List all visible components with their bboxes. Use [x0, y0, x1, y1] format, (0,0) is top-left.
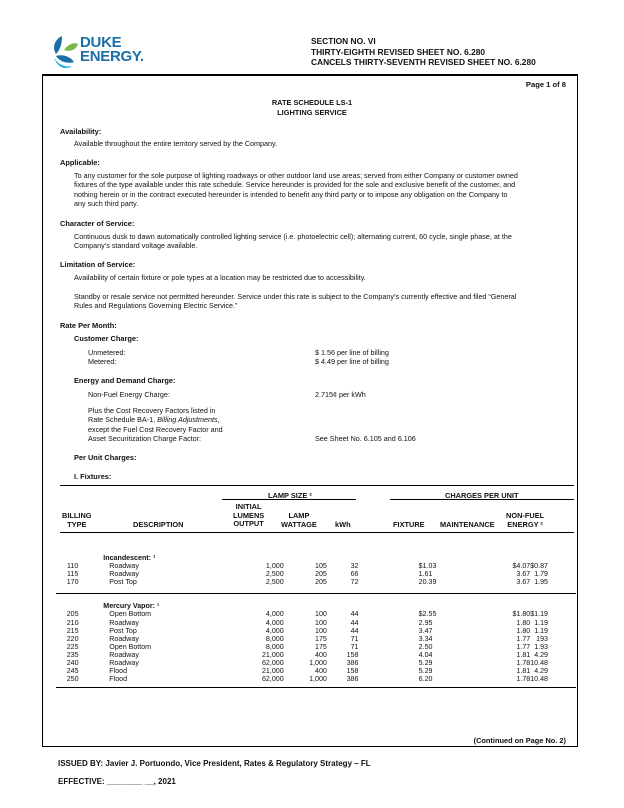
cell-fixture: 5.29	[418, 667, 433, 676]
page-title: RATE SCHEDULE LS-1 LIGHTING SERVICE	[271, 98, 353, 117]
cell-spacer	[358, 643, 412, 651]
cell-wattage: 205	[315, 578, 327, 587]
table-row	[56, 651, 576, 659]
cell-billing-type: 240	[66, 659, 79, 668]
group-spacer	[56, 544, 576, 554]
cell-nonfuel-energy: 1.93	[534, 642, 548, 651]
cell-billing-type: 115	[66, 570, 79, 579]
cost-recovery-value: See Sheet No. 6.105 and 6.106	[315, 434, 416, 443]
col-nonfuel-energy: NON-FUEL ENERGY ²	[506, 511, 545, 529]
cell-kwh: 66	[350, 570, 359, 579]
cell-fixture: 3.47	[418, 626, 433, 635]
cell-spacer	[358, 570, 412, 578]
cell-kwh: 158	[346, 667, 359, 676]
table-row	[56, 667, 576, 675]
group-heading: Mercury Vapor: ¹	[103, 602, 160, 611]
effective-date: EFFECTIVE: ________ __, 2021	[58, 777, 176, 786]
cell-lumens: 62,000	[261, 675, 284, 684]
group-heading-row	[56, 602, 576, 610]
per-unit-heading: Per Unit Charges:	[74, 453, 137, 462]
limitation-heading: Limitation of Service:	[60, 260, 136, 269]
cell-description: Flood	[109, 675, 128, 684]
group-heading: Incandescent: ¹	[103, 554, 156, 562]
table-header-rule	[60, 532, 574, 533]
cell-nonfuel-energy: 1.19	[534, 618, 548, 627]
col-billing-type: BILLING TYPE	[62, 511, 92, 529]
fixtures-heading: I. Fixtures:	[74, 472, 112, 481]
col-maintenance: MAINTENANCE	[440, 520, 495, 529]
cell-fixture: 5.29	[418, 659, 433, 668]
table-row	[56, 619, 576, 627]
cell-nonfuel-energy: 1.95	[534, 578, 548, 587]
table-row	[56, 659, 576, 667]
limitation-text-2: Standby or resale service not permitted hereunder. Service under this rate is subject to the Company’s currently effective and filed “General Rules and Regulations Governing Electric Service.”	[74, 292, 517, 311]
cell-kwh: 44	[350, 626, 359, 635]
group-spacer	[56, 594, 576, 603]
cell-lumens: 62,000	[261, 659, 284, 668]
cell-billing-type: 225	[66, 642, 79, 651]
character-text: Continuous dusk to dawn automatically controlled lighting service (i.e. photoelectric cell); alternating current, 60 cycle, single phase, at the Company’s standard voltage available.	[74, 232, 512, 251]
lamp-size-rule	[222, 499, 356, 500]
table-row	[56, 627, 576, 635]
cell-billing-type: 110	[66, 562, 79, 571]
cell-wattage: 1,000	[309, 659, 327, 668]
cell-maintenance: 1.77	[516, 634, 531, 643]
nonfuel-value: 2.715¢ per kWh	[315, 390, 366, 399]
col-kwh: kWh	[335, 520, 351, 529]
cell-wattage: 175	[315, 634, 327, 643]
cell-fixture: 3.34	[418, 634, 433, 643]
cell-lumens: 2,500	[265, 570, 284, 579]
customer-charge-heading: Customer Charge:	[74, 334, 139, 343]
cell-billing-type: 235	[66, 650, 79, 659]
cell-wattage: 105	[315, 562, 327, 571]
cell-spacer	[358, 619, 412, 627]
cell-kwh: 386	[346, 675, 359, 684]
cell-description: Open Bottom	[109, 642, 152, 651]
cell-description: Post Top	[109, 578, 137, 587]
cell-nonfuel-energy: 1.19	[534, 626, 548, 635]
cell-kwh: 32	[350, 562, 359, 571]
cell-maintenance: 1.77	[516, 642, 531, 651]
table-row	[56, 675, 576, 683]
table-row	[56, 643, 576, 651]
cell-billing-type: 245	[66, 667, 79, 676]
col-initial-lumens: INITIAL LUMENS OUTPUT	[233, 502, 265, 528]
cell-fixture: $1.03	[418, 562, 437, 571]
cell-billing-type: 210	[66, 618, 79, 627]
table-end-spacer	[56, 683, 576, 688]
cell-fixture: 6.20	[418, 675, 433, 684]
cell-spacer	[358, 578, 412, 586]
cell-billing-type: 220	[66, 634, 79, 643]
unmetered-label: Unmetered:	[88, 348, 126, 357]
availability-text: Available throughout the entire territory served by the Company.	[74, 139, 278, 148]
cell-kwh: 71	[350, 634, 359, 643]
cell-wattage: 100	[315, 626, 327, 635]
cell-maintenance: $4.07	[512, 562, 531, 571]
cell-description: Roadway	[109, 562, 139, 571]
cell-billing-type: 215	[66, 626, 79, 635]
charges-heading: CHARGES PER UNIT	[445, 491, 519, 500]
group-heading-row	[56, 554, 576, 562]
table-row	[56, 578, 576, 586]
cell-fixture: 4.04	[418, 650, 433, 659]
cell-wattage: 400	[315, 667, 327, 676]
col-fixture: FIXTURE	[393, 520, 425, 529]
lamp-size-heading: LAMP SIZE ²	[268, 491, 312, 500]
cost-recovery-text: Plus the Cost Recovery Factors listed in Rate Schedule BA-1, Billing Adjustments, except the Fuel Cost Recovery Factor and Asset Securitization Charge Factor:	[88, 406, 223, 444]
cell-nonfuel-energy: 4.29	[534, 650, 548, 659]
table-row	[56, 635, 576, 643]
table-row	[56, 562, 576, 570]
cell-nonfuel-energy: 1.79	[534, 570, 548, 579]
logo-wordmark: DUKE ENERGY.	[80, 34, 144, 65]
cell-spacer	[358, 667, 412, 675]
unmetered-value: $ 1.56 per line of billing	[315, 348, 389, 357]
section-number: SECTION NO. VI	[311, 36, 376, 46]
col-description: DESCRIPTION	[133, 520, 184, 529]
cell-description: Open Bottom	[109, 610, 152, 619]
cell-nonfuel-energy: 10.48	[530, 659, 548, 668]
charges-rule	[390, 499, 574, 500]
cell-description: Post Top	[109, 626, 137, 635]
cell-maintenance: 3.67	[516, 570, 531, 579]
cell-kwh: 44	[350, 618, 359, 627]
cell-kwh: 386	[346, 659, 359, 668]
nonfuel-label: Non-Fuel Energy Charge:	[88, 390, 170, 399]
cell-description: Flood	[109, 667, 128, 676]
cell-billing-type: 170	[66, 578, 79, 587]
character-heading: Character of Service:	[60, 219, 135, 228]
cell-kwh: 158	[346, 650, 359, 659]
limitation-text-1: Availability of certain fixture or pole types at a location may be restricted due to accessibility.	[74, 273, 366, 282]
cell-maintenance: $1.80	[512, 610, 531, 619]
cell-lumens: 8,000	[265, 634, 284, 643]
cell-maintenance: 1.78	[516, 675, 531, 684]
cancels-sheet: CANCELS THIRTY-SEVENTH REVISED SHEET NO. 6.280	[311, 57, 536, 67]
cell-lumens: 4,000	[265, 626, 284, 635]
cell-wattage: 1,000	[309, 675, 327, 684]
cell-maintenance: 3.67	[516, 578, 531, 587]
availability-heading: Availability:	[60, 127, 102, 136]
cell-maintenance: 1.80	[516, 618, 531, 627]
cell-description: Roadway	[109, 659, 139, 668]
revised-sheet: THIRTY-EIGHTH REVISED SHEET NO. 6.280	[311, 46, 486, 57]
cell-wattage: 100	[315, 618, 327, 627]
fixtures-table	[56, 544, 576, 688]
cell-fixture: 1.61	[418, 570, 433, 579]
table-row	[56, 610, 576, 618]
cell-description: Roadway	[109, 618, 139, 627]
cell-description: Roadway	[109, 650, 139, 659]
continued-note: (Continued on Page No. 2)	[473, 736, 566, 745]
cell-nonfuel-energy: $1.19	[530, 610, 548, 619]
applicable-text: To any customer for the sole purpose of lighting roadways or other outdoor land use areas; served from either Company or customer owned fixtures of the type available under this rate schedule. Service hereunder is provided for the sole and exclusive benefit of the customer, and nothing herein or in the contract executed hereunder is intended to benefit any third party or to impose any obligation on the Company to any such third party.	[74, 171, 518, 209]
metered-value: $ 4.49 per line of billing	[315, 357, 389, 366]
cell-billing-type: 250	[66, 675, 79, 684]
cell-spacer	[358, 675, 412, 683]
cell-fixture: 2.95	[418, 618, 433, 627]
issued-by: ISSUED BY: Javier J. Portuondo, Vice President, Rates & Regulatory Strategy – FL	[58, 759, 371, 768]
table-row	[56, 570, 576, 578]
cell-wattage: 205	[315, 570, 327, 579]
cell-kwh: 44	[350, 610, 359, 619]
cell-spacer	[358, 635, 412, 643]
cell-maintenance: 1.80	[516, 626, 531, 635]
cell-fixture: 20.39	[418, 578, 437, 587]
page-number: Page 1 of 8	[525, 80, 566, 89]
group-separator	[56, 586, 576, 594]
col-lamp-wattage: LAMP WATTAGE	[281, 511, 317, 529]
cell-spacer	[358, 651, 412, 659]
cell-nonfuel-energy: 193	[536, 634, 548, 643]
cell-billing-type: 205	[66, 610, 79, 619]
cell-lumens: 4,000	[265, 610, 284, 619]
rate-heading: Rate Per Month:	[60, 321, 117, 330]
cell-description: Roadway	[109, 570, 139, 579]
cell-maintenance: 1.81	[516, 667, 531, 676]
cell-spacer	[358, 562, 412, 570]
cell-spacer	[358, 610, 412, 618]
cell-nonfuel-energy: 4.29	[534, 667, 548, 676]
sheet-header	[311, 36, 536, 68]
cell-lumens: 21,000	[261, 650, 284, 659]
cell-spacer	[358, 659, 412, 667]
logo-mark-icon	[48, 32, 82, 72]
cell-spacer	[358, 627, 412, 635]
metered-label: Metered:	[88, 357, 117, 366]
cell-lumens: 8,000	[265, 642, 284, 651]
cell-nonfuel-energy: $0.87	[530, 562, 548, 571]
energy-charge-heading: Energy and Demand Charge:	[74, 376, 176, 385]
cell-maintenance: 1.78	[516, 659, 531, 668]
cell-lumens: 21,000	[261, 667, 284, 676]
cell-wattage: 100	[315, 610, 327, 619]
cell-lumens: 2,500	[265, 578, 284, 587]
cell-wattage: 400	[315, 650, 327, 659]
cell-nonfuel-energy: 10.48	[530, 675, 548, 684]
cell-lumens: 1,000	[265, 562, 284, 571]
cell-lumens: 4,000	[265, 618, 284, 627]
cell-description: Roadway	[109, 634, 139, 643]
table-top-rule	[60, 485, 574, 486]
cell-fixture: 2.50	[418, 642, 433, 651]
cell-fixture: $2.55	[418, 610, 437, 619]
cell-wattage: 175	[315, 642, 327, 651]
cell-maintenance: 1.81	[516, 650, 531, 659]
cell-kwh: 72	[350, 578, 359, 587]
cell-kwh: 71	[350, 642, 359, 651]
applicable-heading: Applicable:	[60, 158, 100, 167]
